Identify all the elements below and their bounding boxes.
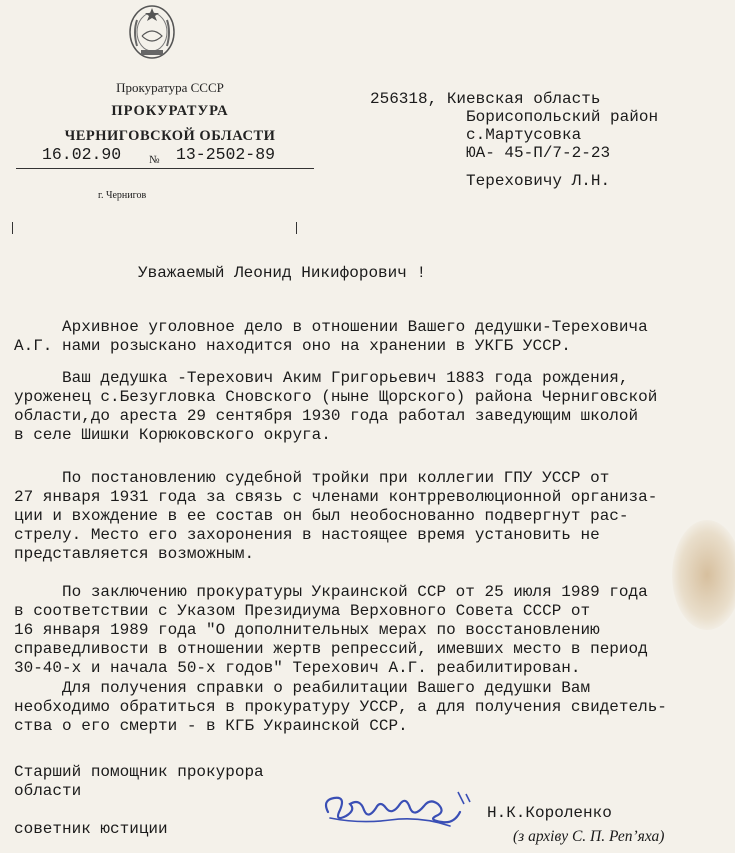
header-org-region: ЧЕРНИГОВСКОЙ ОБЛАСТИ — [64, 128, 276, 144]
header-city: г. Чернигов — [98, 190, 147, 201]
greeting: Уважаемый Леонид Никифорович ! — [138, 264, 427, 282]
recipient-address — [370, 90, 658, 190]
paragraph-3: По постановлению судебной тройки при коллегии ГПУ УССР от 27 января 1931 года за связь с членами контрреволюционной организа- ции и вхождение в ее состав он был необоснованно подвергнут рас- стрелу. Место его захоронения в настоящее время установить не представляется возможным. — [14, 469, 658, 563]
address-line-4: ЮА- 45-П/7-2-23 — [370, 144, 611, 162]
header-org-prosecutor: ПРОКУРАТУРА — [111, 103, 229, 119]
address-line-1: 256318, Киевская область — [370, 90, 601, 108]
paragraph-1: Архивное уголовное дело в отношении Вашего дедушки-Тереховича А.Г. нами розыскано находится оно на хранении в УКГБ УССР. — [14, 318, 648, 355]
corner-mark-left — [12, 222, 13, 234]
number-sign: № — [149, 154, 160, 166]
paragraph-5: Для получения справки о реабилитации Вашего дедушки Вам необходимо обратиться в прокуратуру УССР, а для получения свидетель- ства о его смерти - в КГБ Украинской ССР. — [14, 679, 667, 735]
corner-mark-right — [296, 222, 297, 234]
header-org-ussr: Прокуратура СССР — [116, 80, 224, 95]
handwritten-signature — [320, 782, 480, 837]
header-underline — [16, 168, 314, 169]
ussr-emblem-icon — [127, 2, 177, 60]
signatory-title: Старший помощник прокурора области советник юстиции — [14, 763, 264, 838]
registration-number: 13-2502-89 — [176, 145, 276, 164]
signer-name: Н.К.Короленко — [487, 804, 612, 822]
document-date: 16.02.90 — [42, 145, 122, 164]
archive-caption: (з архіву С. П. Реп’яха) — [513, 828, 665, 845]
address-line-3: с.Мартусовка — [370, 126, 582, 144]
address-line-5: Тереховичу Л.Н. — [370, 172, 611, 190]
paragraph-4: По заключению прокуратуры Украинской ССР от 25 июля 1989 года в соответствии с Указом Президиума Верховного Совета СССР от 16 января 1989 года "О дополнительных мерах по восстановлению справедливости в отношении жертв репрессий, имевших место в период 30-40-х и начала 50-х годов" Терехович А.Г. реабилитирован. — [14, 583, 648, 677]
paragraph-2: Ваш дедушка -Терехович Аким Григорьевич 1883 года рождения, уроженец с.Безугловка Сновского (ныне Щорского) района Черниговской области,до ареста 29 сентября 1930 года работал заведующим школой в селе Шишки Корюковского округа. — [14, 369, 658, 444]
address-line-2: Борисопольский район — [370, 108, 659, 126]
